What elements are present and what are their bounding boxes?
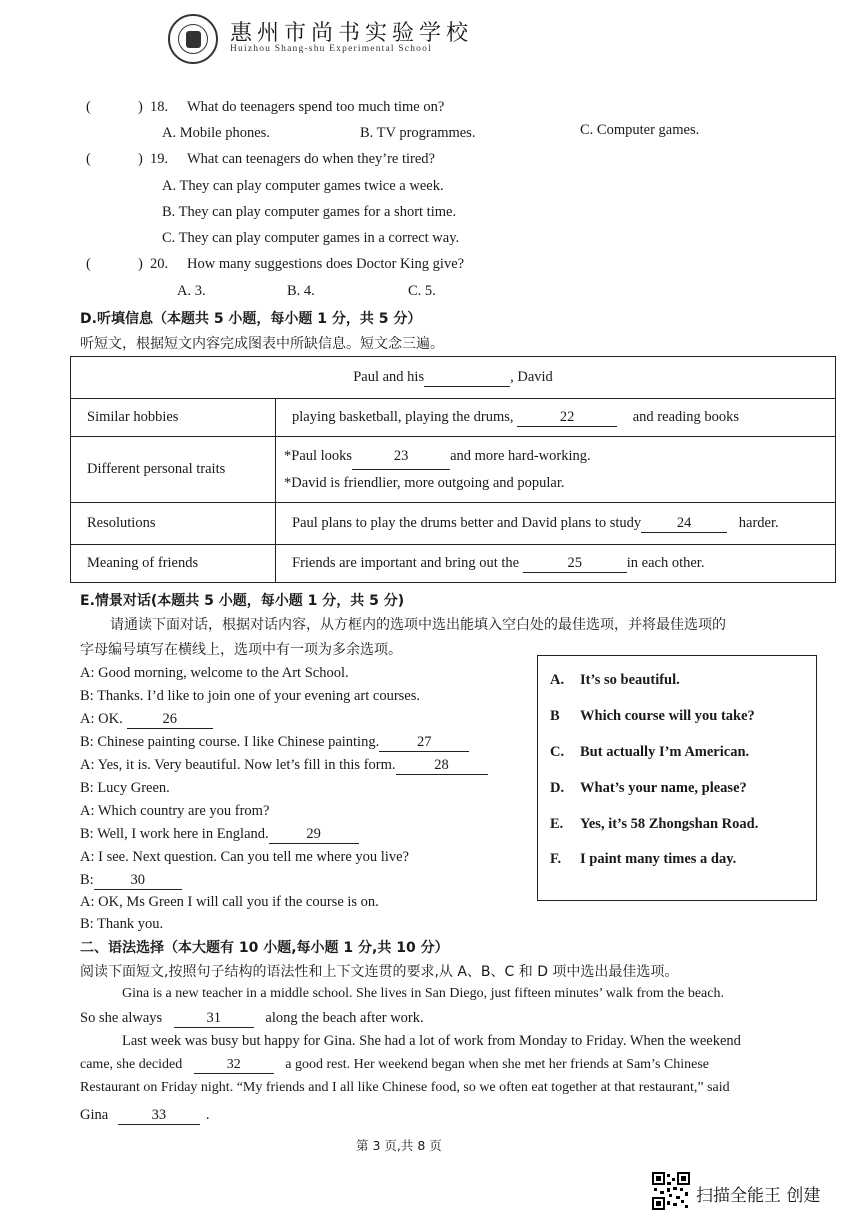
option-b: B. TV programmes. (360, 125, 476, 141)
options-box (537, 655, 817, 901)
row-label: Different personal traits (71, 437, 276, 503)
blank-31[interactable]: 31 (174, 1010, 254, 1028)
answer-paren-open: ( (86, 151, 91, 167)
option-item-e (550, 816, 758, 833)
answer-paren-close: ) (138, 151, 143, 167)
answer-paren-close: ) (138, 256, 143, 272)
blank-27[interactable]: 27 (379, 734, 469, 752)
blank-28[interactable]: 28 (396, 757, 488, 775)
dialogue-line (80, 826, 359, 844)
option-text: I paint many times a day. (580, 851, 737, 867)
table-row (71, 545, 836, 583)
row-text-after: in each other. (626, 554, 705, 571)
row-text-after: harder. (738, 514, 779, 531)
option-key: C. (550, 744, 565, 760)
blank-23[interactable]: 23 (352, 443, 450, 470)
info-table (70, 356, 836, 583)
table-row (71, 399, 836, 437)
section-e-title: E.情景对话(本题共 5 小题，每小题 1 分，共 5 分) (80, 593, 405, 609)
table-header (71, 357, 836, 399)
scanner-watermark: 扫描全能王 创建 (696, 1186, 821, 1206)
dialogue-line (80, 872, 182, 890)
row-text: playing basketball, playing the drums, (292, 408, 514, 425)
option-item-c (550, 744, 749, 761)
row-label: Meaning of friends (71, 545, 276, 583)
passage-line: Restaurant on Friday night. “My friends and I all like Chinese food, so we often eat together at that restaurant,” said (80, 1080, 730, 1095)
passage-text: came, she decided (80, 1057, 183, 1072)
option-c: C. Computer games. (580, 122, 700, 138)
blank-33[interactable]: 33 (118, 1107, 200, 1125)
passage-line (80, 1057, 709, 1074)
option-text: But actually I’m American. (580, 744, 750, 760)
row-label: Resolutions (71, 503, 276, 545)
dialogue-line (80, 734, 469, 752)
passage-line: Last week was busy but happy for Gina. She had a lot of work from Monday to Friday. When the weekend (122, 1033, 741, 1049)
table-header-text: Paul and his (353, 368, 425, 385)
question-number: 20. (150, 256, 169, 272)
row-content (276, 437, 836, 503)
question-text: What can teenagers do when they’re tired? (187, 151, 435, 167)
blank-header[interactable] (424, 369, 510, 387)
option-a: A. Mobile phones. (162, 125, 270, 141)
page-number: 第 3 页,共 8 页 (356, 1138, 442, 1153)
answer-paren-open: ( (86, 256, 91, 272)
question-number: 19. (150, 151, 169, 167)
option-key: E. (550, 816, 564, 832)
row-text-after: and more hard-working. (450, 448, 591, 464)
dialogue-text: B: (80, 872, 94, 888)
row-text: *Paul looks (284, 448, 353, 464)
question-text: What do teenagers spend too much time on? (187, 99, 445, 115)
table-header-name: , David (510, 368, 553, 385)
option-c: C. 5. (408, 283, 436, 299)
option-key: F. (550, 851, 562, 867)
table-row (71, 503, 836, 545)
option-item-d (550, 780, 747, 797)
blank-25[interactable]: 25 (523, 555, 627, 573)
option-b: B. 4. (287, 283, 315, 299)
blank-24[interactable]: 24 (641, 515, 727, 533)
row-content (276, 399, 836, 437)
passage-line (80, 1107, 209, 1125)
blank-26[interactable]: 26 (127, 711, 213, 729)
question-text: How many suggestions does Doctor King give? (187, 256, 465, 272)
row-text: Paul plans to play the drums better and David plans to study (292, 514, 642, 531)
option-b: B. They can play computer games for a short time. (162, 204, 457, 220)
school-name-en: Huizhou Shang-shu Experimental School (230, 44, 432, 54)
passage-text: a good rest. Her weekend began when she met her friends at Sam’s Chinese (285, 1057, 709, 1072)
row-label: Similar hobbies (71, 399, 276, 437)
dialogue-line: B: Thank you. (80, 916, 164, 932)
dialogue-line: B: Thanks. I’d like to join one of your evening art courses. (80, 688, 421, 704)
row-text: Friends are important and bring out the (292, 554, 520, 571)
section-e-instruction-1: 请通读下面对话，根据对话内容，从方框内的选项中选出能填入空白处的最佳选项，并将最佳选项的 (110, 617, 726, 633)
section-2-instruction: 阅读下面短文,按照句子结构的语法性和上下文连贯的要求,从 A、B、C 和 D 项中选出最佳选项。 (80, 964, 679, 980)
blank-29[interactable]: 29 (269, 826, 359, 844)
school-name-zh: 惠州市尚书实验学校 (230, 21, 474, 46)
passage-text: So she always (80, 1010, 163, 1026)
blank-22[interactable]: 22 (517, 409, 617, 427)
passage-text: . (205, 1107, 210, 1123)
dialogue-text: B: Well, I work here in England. (80, 826, 269, 842)
option-text: Yes, it’s 58 Zhongshan Road. (580, 816, 759, 832)
table-row (71, 437, 836, 503)
question-number: 18. (150, 99, 169, 115)
dialogue-text: B: Chinese painting course. I like Chinese painting. (80, 734, 380, 750)
dialogue-line (80, 757, 488, 775)
answer-paren-open: ( (86, 99, 91, 115)
school-logo (168, 14, 218, 64)
option-key: A. (550, 672, 565, 688)
section-d-instruction: 听短文，根据短文内容完成图表中所缺信息。短文念三遍。 (80, 336, 444, 352)
passage-line (80, 1010, 424, 1028)
dialogue-line (80, 711, 213, 729)
qr-code-icon (652, 1172, 690, 1210)
dialogue-text: A: Yes, it is. Very beautiful. Now let’s fill in this form. (80, 757, 396, 773)
dialogue-text: A: OK. (80, 711, 123, 727)
blank-30[interactable]: 30 (94, 872, 182, 890)
answer-paren-close: ) (138, 99, 143, 115)
passage-line: Gina is a new teacher in a middle school. She lives in San Diego, just fifteen minutes’ walk from the beach. (122, 986, 724, 1001)
section-e-instruction-2: 字母编号填写在横线上，选项中有一项为多余选项。 (80, 642, 402, 658)
row-content (276, 545, 836, 583)
option-a: A. They can play computer games twice a week. (162, 178, 444, 194)
option-text: It’s so beautiful. (580, 672, 680, 688)
dialogue-line: B: Lucy Green. (80, 780, 170, 796)
dialogue-line: A: Which country are you from? (80, 803, 270, 819)
option-c: C. They can play computer games in a correct way. (162, 230, 460, 246)
passage-text: along the beach after work. (265, 1010, 424, 1026)
blank-32[interactable]: 32 (194, 1057, 274, 1074)
option-item-b (550, 708, 755, 725)
option-item-a (550, 672, 680, 689)
option-key: B (550, 708, 560, 724)
section-d-title: D.听填信息（本题共 5 小题，每小题 1 分，共 5 分） (80, 311, 422, 327)
dialogue-line: A: OK, Ms Green I will call you if the course is on. (80, 894, 379, 910)
row-content (276, 503, 836, 545)
dialogue-line: A: I see. Next question. Can you tell me where you live? (80, 849, 409, 865)
row-text-line2: *David is friendlier, more outgoing and popular. (284, 475, 565, 491)
option-text: What’s your name, please? (580, 780, 747, 796)
section-2-title: 二、语法选择（本大题有 10 小题,每小题 1 分,共 10 分） (80, 940, 449, 956)
option-key: D. (550, 780, 565, 796)
option-text: Which course will you take? (580, 708, 755, 724)
option-item-f (550, 851, 736, 868)
option-a: A. 3. (177, 283, 206, 299)
dialogue-line: A: Good morning, welcome to the Art School. (80, 665, 349, 681)
row-text-after: and reading books (632, 408, 740, 425)
passage-text: Gina (80, 1107, 109, 1123)
